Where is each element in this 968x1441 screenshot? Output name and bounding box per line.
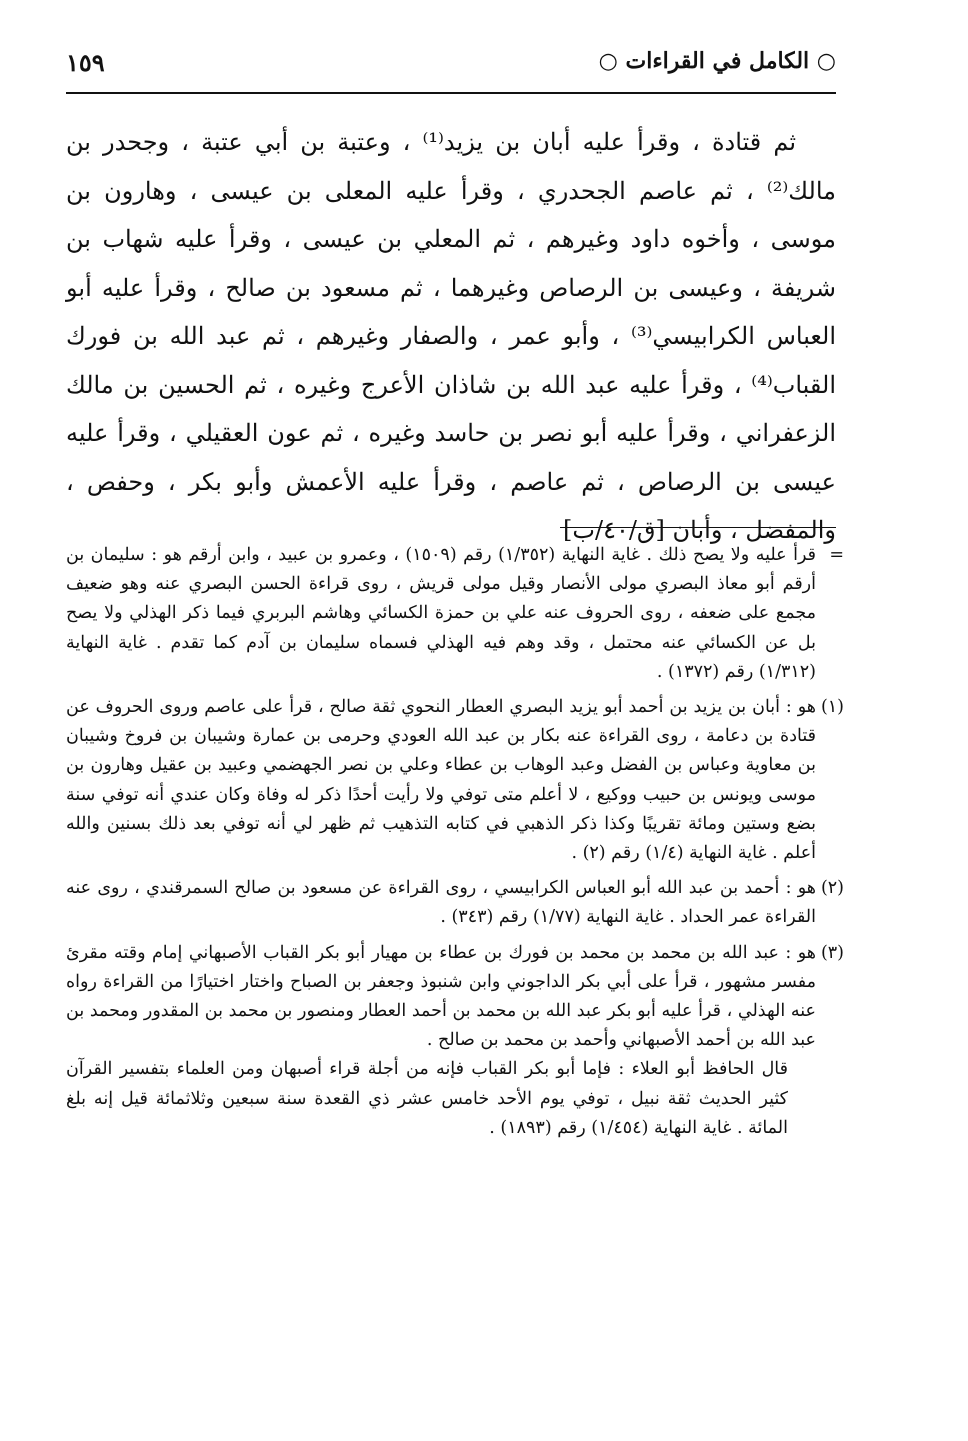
footnote-marker: = <box>829 545 844 565</box>
footnote-2 <box>66 874 844 932</box>
footnote-marker: (٣) <box>820 942 844 963</box>
footnote-text: قرأ عليه ولا يصح ذلك . غاية النهاية (١/٣٥٢) رقم (١٥٠٩) ، وعمرو بن عبيد ، وابن أرقم هو : سليمان بن أرقم أبو معاذ البصري مولى الأنصار وقيل مولى قريش ، روى قراءة الحسن البصري عنه وهو ضعيف مجمع على ضعفه ، روى الحروف عنه علي بن حمزة الكسائي وهاشم البربري فيما ذكر الهذلي ولا يصح بل عن الكسائي عنه محتمل ، وقد وهم فيه الهذلي فسماه سليمان بن آدم كما تقدم . غاية النهاية (١/٣١٢) رقم (١٣٧٢) . <box>66 545 816 682</box>
footnote-1 <box>66 693 844 868</box>
page-number: ١٥٩ <box>66 48 105 77</box>
main-body <box>66 118 836 555</box>
book-title: ○ الكامل في القراءات ○ <box>598 48 836 74</box>
footnote-text: هو : أحمد بن عبد الله أبو العباس الكرابيسي ، روى القراءة عن مسعود بن صالح السمرقندي ، روى عنه القراءة عمر الحداد . غاية النهاية (١/٧٧) رقم (٣٤٣) . <box>66 878 816 928</box>
footnote-continued <box>66 541 844 687</box>
footnote-text: هو : أبان بن يزيد بن أحمد أبو يزيد البصري العطار النحوي ثقة صالح ، قرأ على عاصم وروى الحروف عن قتادة بن دعامة ، روى القراءة عنه بكار بن عبد الله العودي وحرمى بن عمارة وشيبان بن فروخ وشيبان بن معاوية وعباس بن الفضل وعبد الوهاب بن عطاء وعلي بن نصر الجهضمي وعبيد بن عقيل وهارون بن موسى ويونس بن حبيب ووكيع ، لا أعلم متى توفي ولا رأيت أحدًا ذكر له وفاة وكان عندي أنه توفي سنة بضع وستين ومائة تقريبًا وكذا ذكر الذهبي في كتابه التذهيب ثم ظهر لي أنه توفي بعد ذلك بسنين والله أعلم . غاية النهاية (١/٤) رقم (٢) . <box>66 697 816 864</box>
header-divider <box>66 92 836 94</box>
footnote-marker: (٢) <box>820 878 844 899</box>
footnote-marker: (١) <box>820 697 844 718</box>
footnote-continuation: قال الحافظ أبو العلاء : فإما أبو بكر القباب فإنه من أجلة قراء أصبهان ومن العلماء بتفسير القرآن كثير الحديث ثقة نبيل ، توفي يوم الأحد خامس عشر ذي القعدة سنة سبعين وثلاثمائة قيل إنه بلغ المائة . غاية النهاية (١/٤٥٤) رقم (١٨٩٣) . <box>66 1059 788 1138</box>
footnote-text: هو : عبد الله بن محمد بن محمد بن فورك بن عطاء بن مهيار أبو بكر القباب الأصبهاني إمام وقته مقرئ مفسر مشهور ، قرأ على أبي بكر الداجوني وابن شنبوذ وجعفر بن الصباح واختار اختيارًا من القراءة رواه عنه الهذلي ، قرأ عليه أبو بكر عبد الله بن محمد بن أحمد العطار ومنصور بن محمد بن المقدور ومحمد بن عبد الله بن أحمد الأصبهاني وأحمد بن محمد بن صالح . <box>66 942 816 1051</box>
footnotes <box>66 541 844 1149</box>
footnote-3 <box>66 939 844 1143</box>
main-paragraph: ثم قتادة ، وقرأ عليه أبان بن يزيد⁽¹⁾ ، وعتبة بن أبي عتبة ، وجحدر بن مالك⁽²⁾ ، ثم عاصم الجحدري ، وقرأ عليه المعلى بن عيسى ، وهارون بن موسى ، وأخوه داود وغيرهم ، ثم المعلي بن عيسى ، وقرأ عليه شهاب بن شريفة ، وعيسى بن الرصاص وغيرهما ، ثم مسعود بن صالح ، وقرأ عليه أبو العباس الكرابيسي⁽³⁾ ، وأبو عمر ، والصفار وغيرهم ، ثم عبد الله بن فورك القباب⁽⁴⁾ ، وقرأ عليه عبد الله بن شاذان الأعرج وغيره ، ثم الحسين بن مالك الزعفراني ، وقرأ عليه أبو نصر بن حاسد وغيره ، ثم عون العقيلي ، وقرأ عليه عيسى بن الرصاص ، ثم عاصم ، وقرأ عليه الأعمش وأبو بكر ، وحفص ، والمفضل ، وأبان [ق/٤٠/ب] <box>66 128 837 544</box>
running-header <box>66 44 836 84</box>
footnote-separator <box>560 527 836 528</box>
